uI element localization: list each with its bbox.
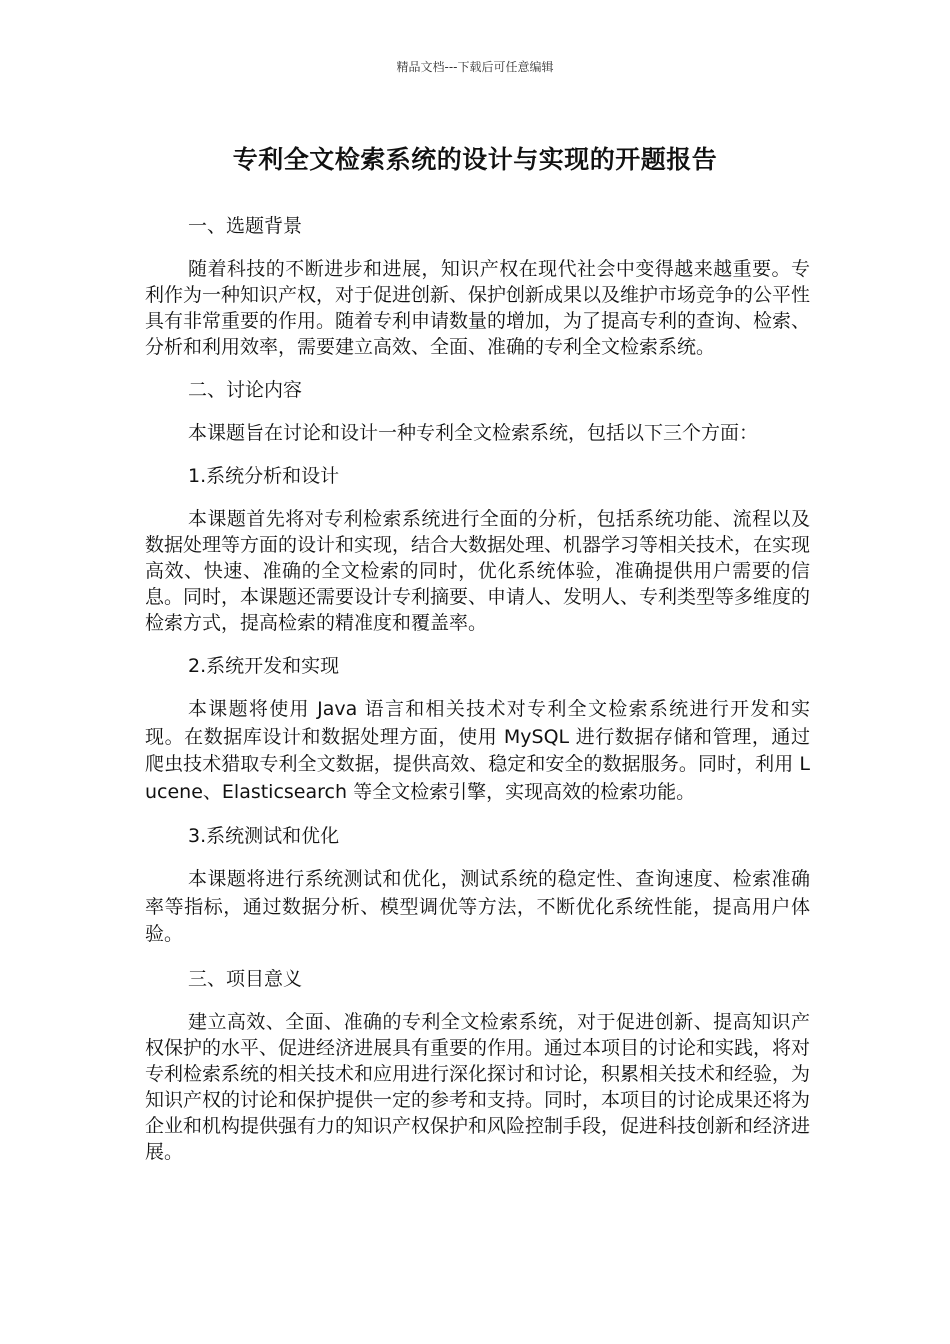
paragraph-research-intro: 本课题旨在讨论和设计一种专利全文检索系统，包括以下三个方面： — [188, 422, 759, 444]
paragraph-background: 随着科技的不断进步和进展，知识产权在现代社会中变得越来越重要。专利作为一种知识产权，对于促进创新、保护创新成果以及维护市场竞争的公平性具有非常重要的作用。随着专利申请数量的增加，为了提高专利的查询、检索、分析和利用效率，需要建立高效、全面、准确的专利全文检索系统。 — [145, 258, 811, 358]
page-title: 专利全文检索系统的设计与实现的开题报告 — [232, 145, 718, 174]
paragraph-development: 本课题将使用 Java 语言和相关技术对专利全文检索系统进行开发和实现。在数据库设计和数据处理方面，使用 MySQL 进行数据存储和管理，通过爬虫技术猎取专利全文数据，提供高效、稳定和安全的数据服务。同时，利用 Lucene、Elasticsearch 等全文检索引擎，实现高效的检索功能。 — [145, 698, 810, 803]
subheading-analysis-design: 1.系统分析和设计 — [188, 465, 340, 487]
paragraph-significance: 建立高效、全面、准确的专利全文检索系统，对于促进创新、提高知识产权保护的水平、促进经济进展具有重要的作用。通过本项目的讨论和实践，将对专利检索系统的相关技术和应用进行深化探讨和讨论，积累相关技术和经验，为知识产权的讨论和保护提供一定的参考和支持。同时，本项目的讨论成果还将为企业和机构提供强有力的知识产权保护和风险控制手段，促进科技创新和经济进展。 — [145, 1010, 811, 1163]
paragraph-analysis-design: 本课题首先将对专利检索系统进行全面的分析，包括系统功能、流程以及数据处理等方面的设计和实现，结合大数据处理、机器学习等相关技术，在实现高效、快速、准确的全文检索的同时，优化系统体验，准确提供用户需要的信息。同时，本课题还需要设计专利摘要、申请人、发明人、专利类型等多维度的检索方式，提高检索的精准度和覆盖率。 — [145, 508, 811, 634]
section-heading-significance: 三、项目意义 — [188, 967, 303, 990]
section-heading-research-content: 二、讨论内容 — [188, 379, 303, 401]
subheading-testing: 3.系统测试和优化 — [188, 825, 340, 847]
paragraph-testing: 本课题将进行系统测试和优化，测试系统的稳定性、查询速度、检索准确率等指标，通过数据分析、模型调优等方法，不断优化系统性能，提高用户体验。 — [145, 868, 810, 945]
section-heading-background: 一、选题背景 — [188, 215, 303, 237]
subheading-development: 2.系统开发和实现 — [188, 655, 340, 677]
header-note: 精品文档---下载后可任意编辑 — [396, 60, 554, 74]
document-body — [145, 212, 810, 1181]
